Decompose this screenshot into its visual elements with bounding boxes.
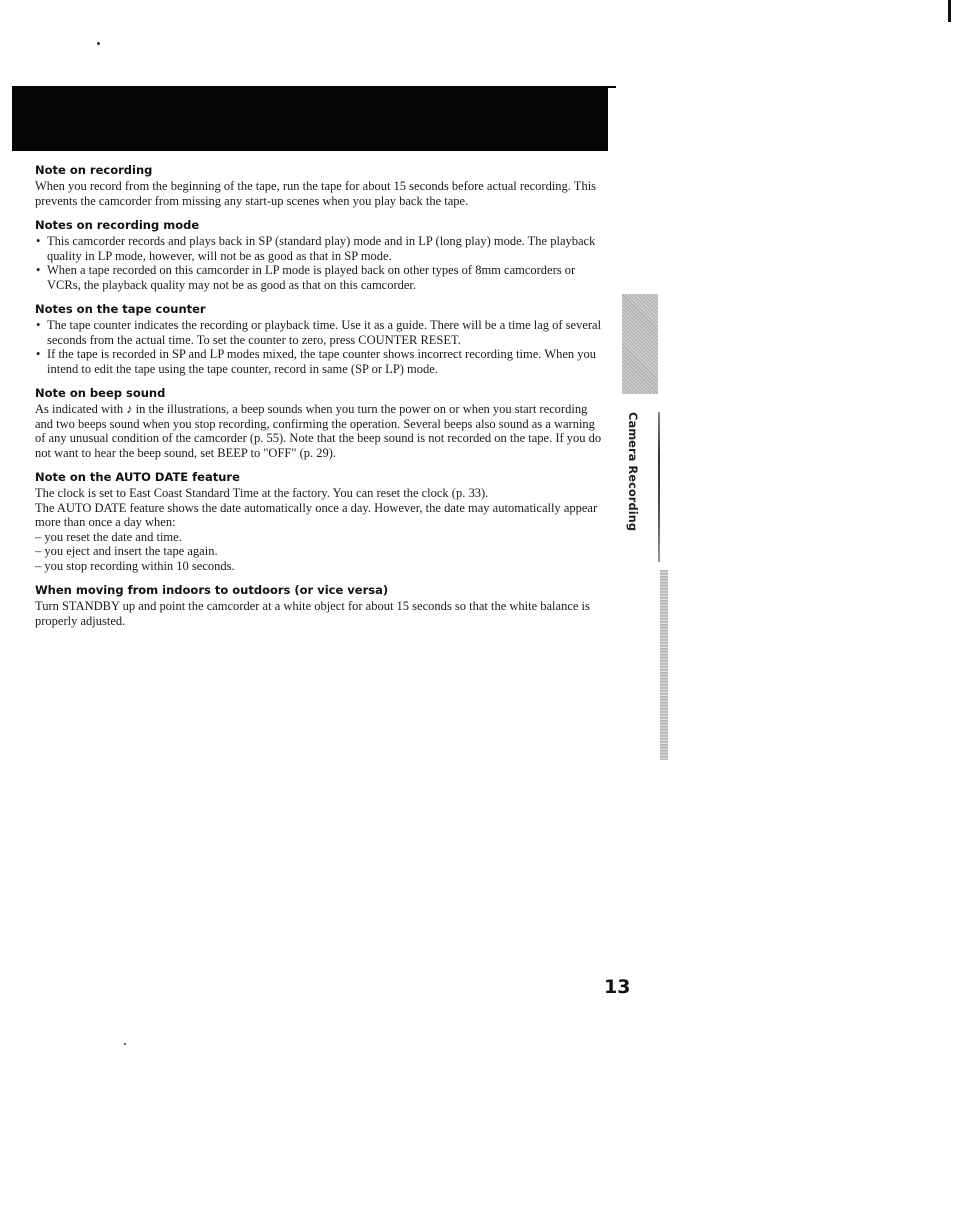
section-recording-mode xyxy=(35,218,607,292)
section-heading: When moving from indoors to outdoors (or vice versa) xyxy=(35,583,389,597)
paragraph: The clock is set to East Coast Standard Time at the factory. You can reset the clock (p. 33). xyxy=(35,486,489,500)
list-item-text: When a tape recorded on this camcorder in LP mode is played back on other types of 8mm camcorders or VCRs, the playback quality may not be as good as that on this camcorder. xyxy=(47,263,576,292)
list-item: – you stop recording within 10 seconds. xyxy=(35,558,235,573)
bullet-list xyxy=(35,318,607,376)
bullet-icon: • xyxy=(36,234,41,248)
dash-list xyxy=(35,530,607,574)
list-item xyxy=(35,347,607,376)
list-item-text: The tape counter indicates the recording or playback time. Use it as a guide. There will be a time lag of several seconds from the actual time. To set the counter to zero, press COUNTER RESET. xyxy=(47,318,602,347)
section-heading: Note on the AUTO DATE feature xyxy=(35,470,240,484)
speck xyxy=(124,1043,126,1045)
section-auto-date xyxy=(35,470,607,573)
paragraph: As indicated with ♪ in the illustrations, a beep sounds when you turn the power on or when you start recording and two beeps sound when you stop recording, confirming the operation. Several beeps also sound as a warning of any unusual condition of the camcorder (p. 55). Note that the beep sound is not recorded on the tape. If you do not want to hear the beep sound, set BEEP to "OFF" (p. 29). xyxy=(35,402,602,460)
list-item: – you eject and insert the tape again. xyxy=(35,544,218,558)
page-number: 13 xyxy=(604,976,631,998)
edge-line xyxy=(658,412,660,562)
paragraph: Turn STANDBY up and point the camcorder at a white object for about 15 seconds so that the white balance is properly adjusted. xyxy=(35,599,590,628)
list-item-text: If the tape is recorded in SP and LP modes mixed, the tape counter shows incorrect recording time. When you intend to edit the tape using the tape counter, record in same (SP or LP) mode. xyxy=(47,347,597,376)
bullet-icon: • xyxy=(36,347,41,361)
section-heading: Notes on recording mode xyxy=(35,218,200,232)
list-item-text: This camcorder records and plays back in SP (standard play) mode and in LP (long play) mode. The playback quality in LP mode, however, will not be as good as that in SP mode. xyxy=(47,234,596,263)
side-tab-marker xyxy=(622,294,658,394)
bullet-list xyxy=(35,234,607,292)
list-item xyxy=(35,263,607,292)
section-note-on-recording xyxy=(35,163,607,208)
side-tab-label: Camera Recording xyxy=(626,412,640,532)
edge-strip xyxy=(660,570,668,760)
header-bar xyxy=(12,87,608,151)
section-tape-counter xyxy=(35,302,607,376)
corner-mark xyxy=(948,0,951,22)
paragraph: When you record from the beginning of the tape, run the tape for about 15 seconds before actual recording. This prevents the camcorder from missing any start-up scenes when you play back the tape. xyxy=(35,179,597,208)
main-content xyxy=(35,163,607,638)
section-heading: Note on recording xyxy=(35,163,153,177)
speck xyxy=(97,42,100,45)
list-item: – you reset the date and time. xyxy=(35,529,182,544)
list-item xyxy=(35,234,607,263)
list-item xyxy=(35,318,607,347)
section-beep-sound xyxy=(35,386,607,460)
section-heading: Notes on the tape counter xyxy=(35,302,206,316)
paragraph: The AUTO DATE feature shows the date automatically once a day. However, the date may automatically appear more than once a day when: xyxy=(35,500,598,529)
section-indoors-outdoors xyxy=(35,583,607,628)
section-heading: Note on beep sound xyxy=(35,386,166,400)
bullet-icon: • xyxy=(36,263,41,277)
bullet-icon: • xyxy=(36,318,41,332)
